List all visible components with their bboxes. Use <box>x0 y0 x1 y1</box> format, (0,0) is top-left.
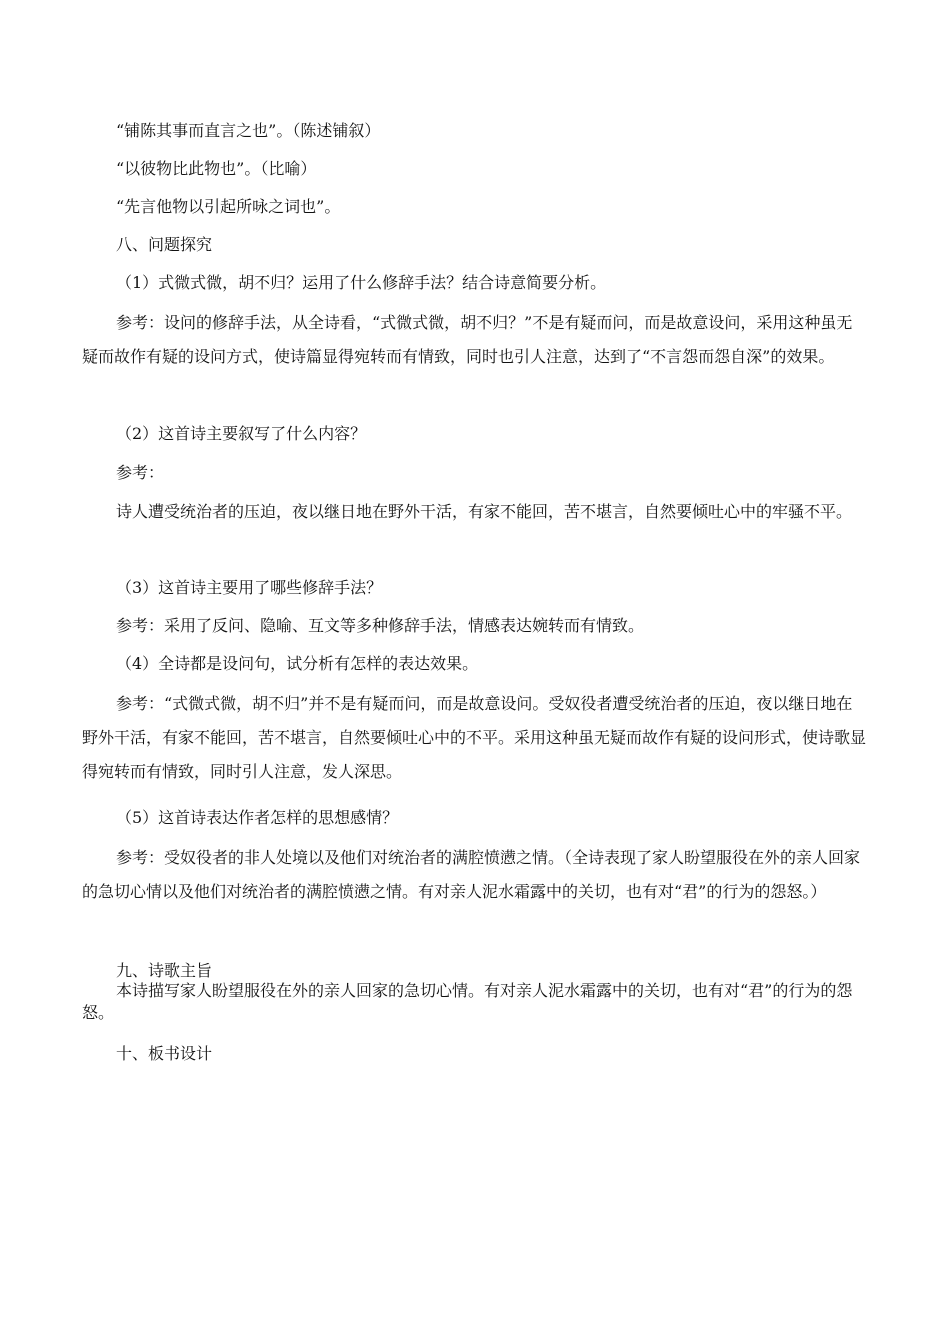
answer-2-label: 参考： <box>116 463 165 482</box>
answer-5: 参考：受奴役者的非人处境以及他们对统治者的满腔愤懑之情。（全诗表现了家人盼望服役在外的亲人回家的急切心情以及他们对统治者的满腔愤懑之情。有对亲人泥水霜露中的关切，也有对“君”的行为的怨怒。） <box>82 848 861 901</box>
answer-1: 参考：设问的修辞手法，从全诗看，“式微式微，胡不归？”不是有疑而问，而是故意设问，采用这种虽无疑而故作有疑的设问方式，使诗篇显得宛转而有情致，同时也引人注意，达到了“不言怨而怨自深”的效果。 <box>82 313 853 366</box>
section-heading-10: 十、板书设计 <box>116 1044 213 1063</box>
text-line-narrative: “铺陈其事而直言之也”。（陈述铺叙） <box>116 121 381 140</box>
poem-theme: 本诗描写家人盼望服役在外的亲人回家的急切心情。有对亲人泥水霜露中的关切，也有对“君”的行为的怨怒。 <box>82 981 853 1022</box>
text-line-metaphor: “以彼物比此物也”。（比喻） <box>116 159 317 178</box>
answer-3: 参考：采用了反问、隐喻、互文等多种修辞手法，情感表达婉转而有情致。 <box>116 616 645 635</box>
section-heading-8: 八、问题探究 <box>116 235 213 254</box>
section-heading-9: 九、诗歌主旨 <box>116 961 213 980</box>
answer-2: 诗人遭受统治者的压迫，夜以继日地在野外干活，有家不能回，苦不堪言，自然要倾吐心中的牢骚不平。 <box>116 502 853 521</box>
question-2: （2）这首诗主要叙写了什么内容？ <box>116 424 367 443</box>
answer-4: 参考：“式微式微，胡不归”并不是有疑而问，而是故意设问。受奴役者遭受统治者的压迫，夜以继日地在野外干活，有家不能回，苦不堪言，自然要倾吐心中的不平。采用这种虽无疑而故作有疑的设问形式，使诗歌显得宛转而有情致，同时引人注意，发人深思。 <box>82 694 867 781</box>
question-4: （4）全诗都是设问句，试分析有怎样的表达效果。 <box>116 654 479 673</box>
question-5: （5）这首诗表达作者怎样的思想感情？ <box>116 808 399 827</box>
question-3: （3）这首诗主要用了哪些修辞手法？ <box>116 578 383 597</box>
question-1: （1）式微式微，胡不归？运用了什么修辞手法？结合诗意简要分析。 <box>116 273 607 292</box>
text-line-evocation: “先言他物以引起所咏之词也”。 <box>116 197 341 216</box>
